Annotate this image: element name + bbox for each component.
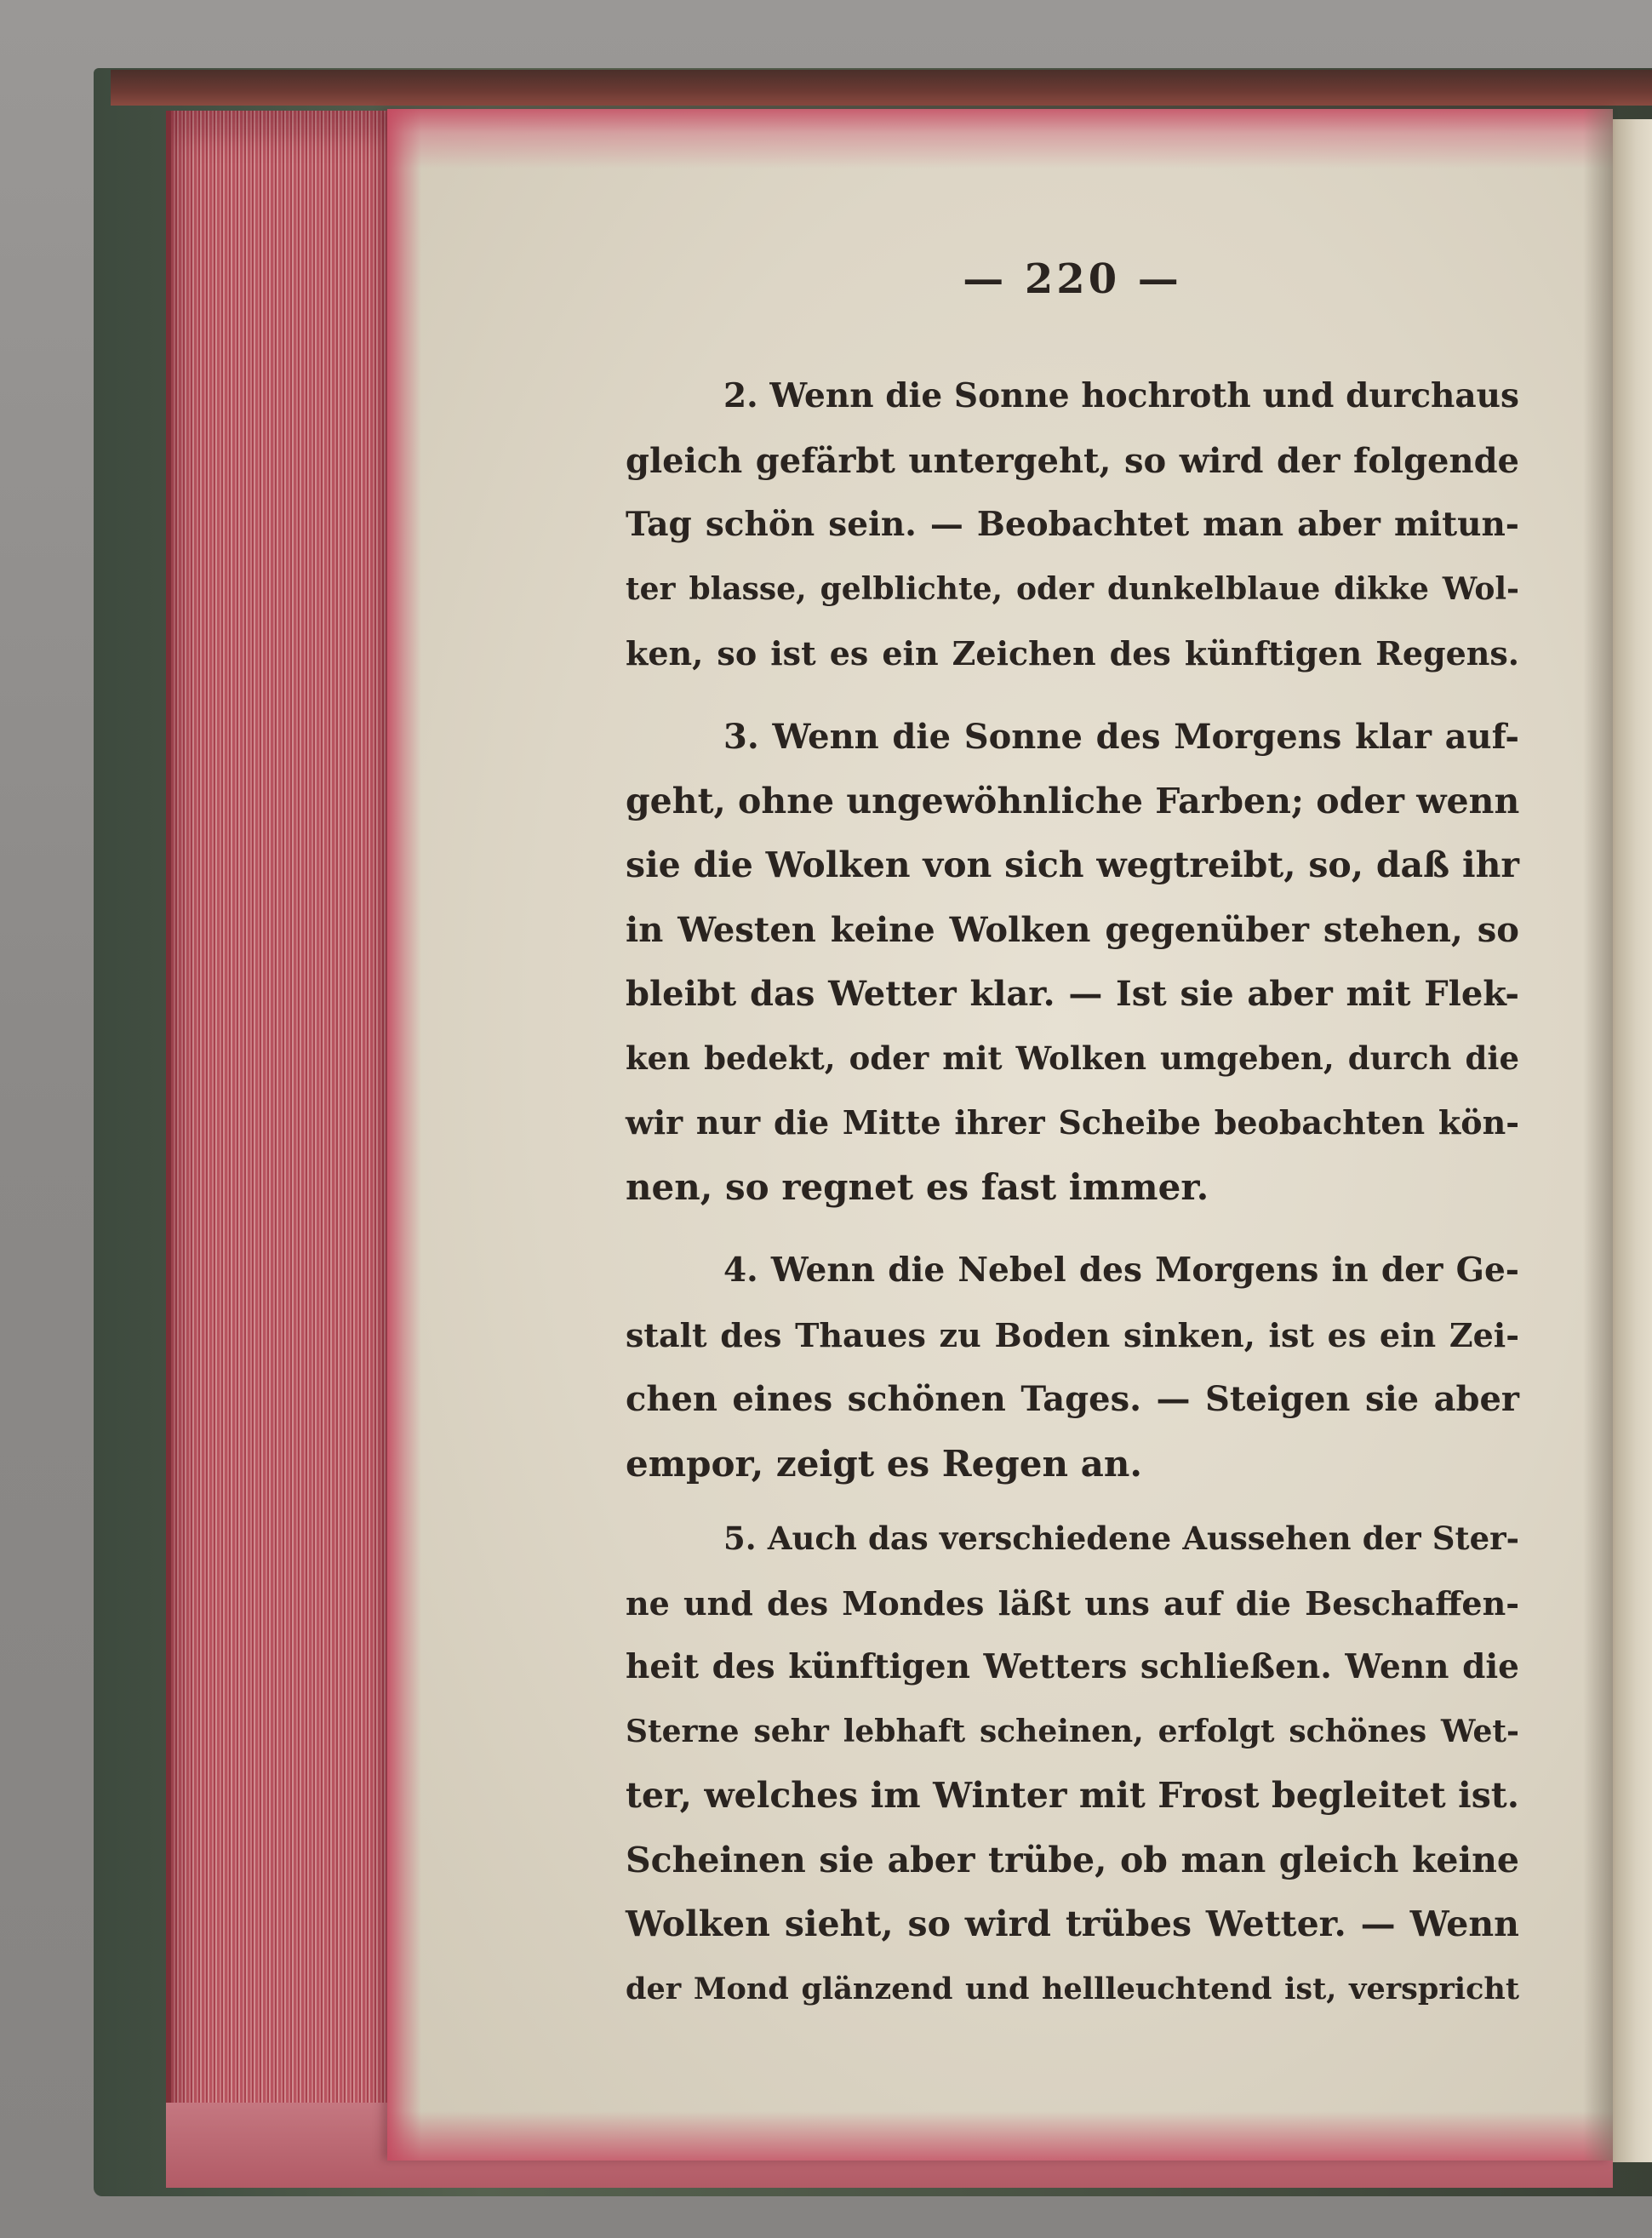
text-line: ter blasse, gelblichte, oder dunkelblaue dikke Wol- xyxy=(626,570,1519,607)
paragraph-2 xyxy=(626,364,1519,686)
text-line: bleibt das Wetter klar. — Ist sie aber mit Flek- xyxy=(626,974,1519,1014)
text-line: 2. Wenn die Sonne hochroth und durchaus xyxy=(723,376,1519,415)
page-number: — 220 — xyxy=(963,255,1182,303)
text-line: 5. Auch das verschiedene Aussehen der Ster- xyxy=(723,1520,1519,1557)
text-line: sie die Wolken von sich wegtreibt, so, daß ihr xyxy=(626,844,1519,885)
text-line: ter, welches im Winter mit Frost begleitet ist. xyxy=(626,1775,1519,1816)
page-bottom-edge-stain xyxy=(387,2111,1613,2161)
text-line: Tag schön sein. — Beobachtet man aber mitun- xyxy=(626,505,1519,544)
text-line: Scheinen sie aber trübe, ob man gleich keine xyxy=(626,1839,1519,1880)
facing-page-edge xyxy=(1613,119,1652,2162)
text-line: 4. Wenn die Nebel des Morgens in der Ge- xyxy=(723,1251,1519,1290)
text-line: in Westen keine Wolken gegenüber stehen, so xyxy=(626,909,1519,950)
text-line: heit des künftigen Wetters schließen. Wenn die xyxy=(626,1647,1519,1686)
text-line: wir nur die Mitte ihrer Scheibe beobachten kön- xyxy=(626,1103,1519,1142)
text-line: ken bedekt, oder mit Wolken umgeben, durch die xyxy=(626,1039,1519,1077)
text-line: 3. Wenn die Sonne des Morgens klar auf- xyxy=(723,717,1519,757)
page-left-edge-stain xyxy=(387,109,421,2161)
paragraph-3 xyxy=(626,705,1519,1219)
text-line: chen eines schönen Tages. — Steigen sie aber xyxy=(626,1379,1519,1419)
text-line: ne und des Mondes läßt uns auf die Beschaffen- xyxy=(626,1583,1519,1623)
gutter-shadow xyxy=(1583,109,1613,2161)
text-line: der Mond glänzend und hellleuchtend ist, verspricht xyxy=(626,1971,1519,2006)
text-line: gleich gefärbt untergeht, so wird der folgende xyxy=(626,440,1519,481)
paragraph-4 xyxy=(626,1239,1519,1496)
text-line: nen, so regnet es fast immer. xyxy=(626,1165,1209,1208)
page-top-edge-stain xyxy=(387,109,1613,169)
text-line: empor, zeigt es Regen an. xyxy=(626,1442,1143,1485)
text-line: Sterne sehr lebhaft scheinen, erfolgt schönes Wet- xyxy=(626,1713,1519,1749)
text-line: geht, ohne ungewöhnliche Farben; oder wenn xyxy=(626,780,1520,821)
text-line: stalt des Thaues zu Boden sinken, ist es ein Zei- xyxy=(626,1315,1519,1354)
red-page-edges xyxy=(166,111,397,2188)
cover-top-edge xyxy=(111,70,1652,106)
text-line: Wolken sieht, so wird trübes Wetter. — Wenn xyxy=(626,1903,1519,1944)
paragraph-5 xyxy=(626,1507,1519,2021)
text-line: ken, so ist es ein Zeichen des künftigen Regens. xyxy=(626,634,1519,673)
